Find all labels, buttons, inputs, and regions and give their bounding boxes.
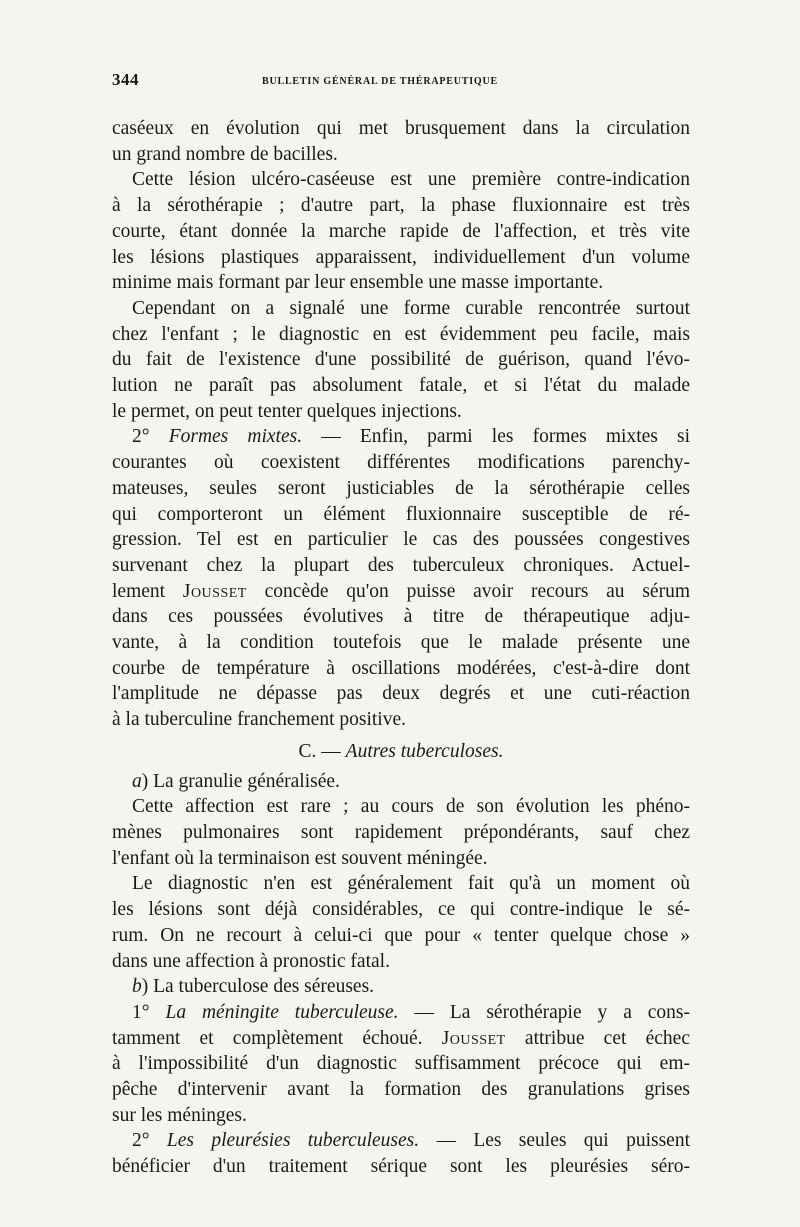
- text-line: à la sérothérapie ; d'autre part, la phase fluxionnaire est très: [112, 195, 690, 217]
- text-span: tamment et complètement échoué.: [112, 1027, 442, 1049]
- text-line: [112, 1000, 690, 1026]
- text-line: survenant chez la plupart des tuberculeux chroniques. Actuel-: [112, 554, 690, 576]
- running-head: BULLETIN GÉNÉRAL DE THÉRAPEUTIQUE: [262, 76, 498, 87]
- section-title-italic: La méningite tuberculeuse.: [165, 1001, 399, 1023]
- text-span: 2°: [132, 426, 169, 448]
- text-line: le permet, on peut tenter quelques injections.: [112, 400, 462, 422]
- paragraph: [112, 116, 690, 167]
- text-line: pêche d'intervenir avant la formation des granulations grises: [112, 1079, 690, 1101]
- text-line: Cette affection est rare ; au cours de son évolution les phéno-: [132, 796, 690, 818]
- text-span: ) La granulie généralisée.: [141, 770, 340, 792]
- heading-prefix: C. —: [298, 740, 346, 762]
- paragraph: [112, 1128, 690, 1179]
- paragraph: [112, 167, 690, 296]
- subsection-letter: a: [132, 770, 142, 792]
- text-span: attribue cet échec: [505, 1027, 690, 1049]
- paragraph: [112, 1000, 690, 1129]
- section-title-italic: Les pleurésies tuberculeuses.: [166, 1130, 420, 1152]
- text-line: mateuses, seules seront justiciables de la sérothérapie celles: [112, 477, 690, 499]
- subsection-heading: [112, 769, 690, 795]
- text-line: du fait de l'existence d'une possibilité de guérison, quand l'évo-: [112, 349, 690, 371]
- paragraph: [112, 769, 690, 795]
- paragraph: [112, 424, 690, 732]
- body-text: [112, 116, 690, 1180]
- text-line: [112, 424, 690, 450]
- text-line: lution ne paraît pas absolument fatale, et si l'état du malade: [112, 375, 690, 397]
- text-line: caséeux en évolution qui met brusquement dans la circulation: [112, 118, 690, 139]
- text-span: ) La tuberculose des séreuses.: [141, 976, 375, 998]
- text-line: qui comporteront un élément fluxionnaire susceptible de ré-: [112, 503, 690, 525]
- text-line: mènes pulmonaires sont rapidement prépondérants, sauf chez: [112, 821, 690, 843]
- paragraph: [112, 871, 690, 974]
- text-line: Cependant on a signalé une forme curable rencontrée surtout: [132, 297, 690, 319]
- text-line: minime mais formant par leur ensemble une masse importante.: [112, 272, 604, 294]
- text-span: — La sérothérapie y a cons-: [398, 1001, 690, 1023]
- paragraph: [112, 296, 690, 425]
- author-name: Jousset: [441, 1027, 506, 1049]
- heading-title: Autres tuberculoses.: [345, 740, 504, 762]
- text-line: un grand nombre de bacilles.: [112, 143, 338, 165]
- text-line: les lésions plastiques apparaissent, individuellement d'un volume: [112, 246, 690, 268]
- text-line: les lésions sont déjà considérables, ce qui contre-indique le sé-: [112, 899, 690, 921]
- text-line: courte, étant donnée la marche rapide de l'affection, et très vite: [112, 220, 690, 242]
- page-number: 344: [112, 70, 139, 89]
- text-line: [112, 579, 690, 605]
- text-line: Le diagnostic n'en est généralement fait qu'à un moment où: [132, 873, 690, 895]
- text-span: 2°: [132, 1130, 167, 1152]
- text-line: [112, 1128, 690, 1154]
- subsection-heading: [112, 974, 690, 1000]
- text-line: à la tuberculine franchement positive.: [112, 709, 407, 731]
- text-span: 1°: [132, 1001, 166, 1023]
- text-line: gression. Tel est en particulier le cas des poussées congestives: [112, 529, 690, 551]
- text-span: lement: [112, 580, 183, 602]
- section-heading: [112, 739, 690, 765]
- section-title-italic: Formes mixtes.: [168, 426, 303, 448]
- text-line: sur les méninges.: [112, 1104, 247, 1126]
- text-span: — Les seules qui puissent: [419, 1130, 690, 1152]
- text-line: à l'impossibilité d'un diagnostic suffisamment précoce qui em-: [112, 1053, 690, 1075]
- subsection-letter: b: [132, 976, 142, 998]
- text-span: — Enfin, parmi les formes mixtes si: [302, 426, 690, 448]
- author-name: Jousset: [182, 580, 247, 602]
- text-line: rum. On ne recourt à celui-ci que pour « tenter quelque chose »: [112, 924, 690, 946]
- text-line: chez l'enfant ; le diagnostic en est évidemment peu facile, mais: [112, 323, 690, 345]
- page-header: [112, 70, 690, 100]
- text-line: [112, 1026, 690, 1052]
- text-span: concède qu'on puisse avoir recours au sérum: [246, 580, 690, 602]
- text-line: Cette lésion ulcéro-caséeuse est une première contre-indication: [132, 169, 690, 191]
- text-line: dans une affection à pronostic fatal.: [112, 950, 390, 972]
- text-line: courbe de température à oscillations modérées, c'est-à-dire dont: [112, 657, 690, 679]
- text-line: l'amplitude ne dépasse pas deux degrés et une cuti-réaction: [112, 683, 690, 705]
- paragraph: [112, 794, 690, 871]
- text-line: courantes où coexistent différentes modifications parenchy-: [112, 452, 690, 474]
- text-line: bénéficier d'un traitement sérique sont les pleurésies séro-: [112, 1156, 690, 1178]
- text-line: dans ces poussées évolutives à titre de thérapeutique adju-: [112, 606, 690, 628]
- text-line: vante, à la condition toutefois que le malade présente une: [112, 632, 690, 654]
- text-line: l'enfant où la terminaison est souvent méningée.: [112, 847, 488, 869]
- paragraph: [112, 974, 690, 1000]
